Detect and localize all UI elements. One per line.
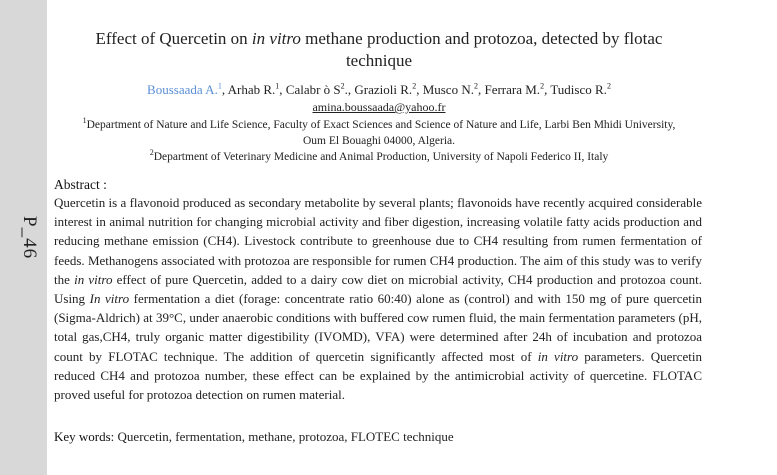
abstract-body: Quercetin is a flavonoid produced as secondary metabolite by several plants; flavonoids have recently acquired considerable interest in animal nutrition for changing microbial activity and fiber digestion, increasing volatile fatty acids production and reducing methane emission (CH4). Livestock contribute to greenhouse due to CH4 resulting from rumen fermentation of feeds. Methanogens associated with protozoa are responsible for rumen CH4 production. The aim of this study was to verify the in vitro effect of pure Quercetin, added to a dairy cow diet on microbial activity, CH4 production and protozoa count. Using In vitro fermentation a diet (forage: concentrate ratio 60:40) alone as (control) and with 150 mg of pure quercetin (Sigma-Aldrich) at 39°C, under anaerobic conditions with buffered cow rumen fluid, the main fermentation parameters (pH, total gas,CH4, truly organic matter digestibility (IVOMD), VFA) were determined after 24h of incubation and protozoa count by FLOTAC technique. The addition of quercetin significantly affected most of in vitro parameters. Quercetin reduced CH4 and protozoa number, these effect can be explained by the antimicrobial activity of quercetine. FLOTAC proved useful for protozoa detection on rumen material. <box>54 195 703 403</box>
author-list: Boussaada A.$^1$, Arhab R.$^1$, Calabr ò $S^2$., Grazioli R.$^2$, Musco N.$^2$, Ferrara M.$^2$, Tudisco R.$^2$ <box>147 81 611 97</box>
keywords-label: Key words: <box>54 429 115 444</box>
sidebar-strip <box>0 0 47 475</box>
abstract-heading: Abstract : <box>54 177 107 192</box>
keywords-text: Quercetin, fermentation, methane, protozoa, FLOTEC technique <box>114 429 454 444</box>
affiliation-1: $^1$Department of Nature and Life Science, Faculty of Exact Sciences and Science of Nature and Life, Larbi Ben Mhidi University, Oum El Bouaghi 04000, Algeria. <box>82 116 676 147</box>
first-author: Boussaada A.$^1$ <box>147 81 222 97</box>
author-email[interactable]: amina.boussaada@yahoo.fr <box>312 100 446 114</box>
poster-code: P_46 <box>19 216 40 260</box>
keywords <box>54 429 454 445</box>
affiliation-2: $^2$Department of Veterinary Medicine and Animal Production, University of Napoli Federico II, Italy <box>149 148 609 163</box>
paper-title: Effect of Quercetin on in vitro methane production and protozoa, detected by flotac technique <box>95 29 663 70</box>
